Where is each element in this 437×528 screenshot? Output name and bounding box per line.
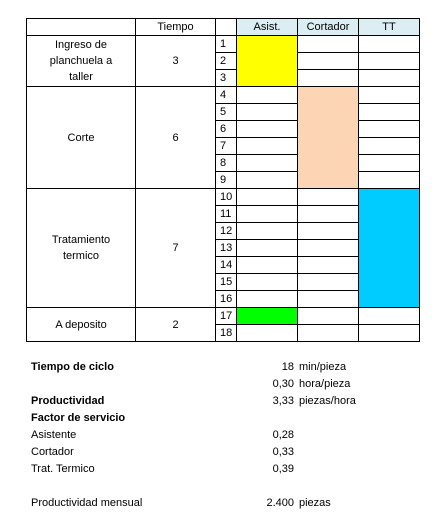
asist-cell (236, 324, 298, 342)
mensual-unit: piezas (299, 497, 331, 509)
step-number-15: 15 (215, 273, 237, 291)
asist-cell (236, 205, 298, 223)
stage-name-corte: Corte (26, 86, 136, 189)
tt-cell (358, 35, 420, 53)
step-number-17: 17 (215, 307, 237, 325)
step-number-1: 1 (215, 35, 237, 53)
tt-block (358, 188, 420, 308)
trat-value: 0,39 (272, 463, 294, 475)
cortador-value: 0,33 (272, 446, 294, 458)
asist-cell (236, 171, 298, 189)
cortador-cell (297, 273, 359, 291)
asist-cell (236, 120, 298, 138)
productividad-value: 3,33 (272, 395, 294, 407)
step-number-2: 2 (215, 52, 237, 70)
mensual-value: 2.400 (266, 497, 294, 509)
asistente-label: Asistente (31, 429, 77, 441)
tt-cell (358, 86, 420, 104)
header-empty-cell (26, 18, 136, 36)
stage-time-tratamiento: 7 (135, 188, 216, 308)
step-number-3: 3 (215, 69, 237, 87)
cortador-cell (297, 188, 359, 206)
header-cortador: Cortador (297, 18, 359, 36)
tt-cell (358, 137, 420, 155)
cortador-cell (297, 239, 359, 257)
step-number-4: 4 (215, 86, 237, 104)
mensual-label: Productividad mensual (31, 497, 143, 509)
asist-cell (236, 256, 298, 274)
cortador-cell (297, 256, 359, 274)
step-number-5: 5 (215, 103, 237, 121)
factor-label: Factor de servicio (31, 412, 126, 424)
stage-time-ingreso: 3 (135, 35, 216, 87)
stage-name-tratamiento: Tratamiento termico (26, 188, 136, 308)
cortador-cell (297, 69, 359, 87)
asist-cell (236, 290, 298, 308)
header-tiempo: Tiempo (135, 18, 216, 36)
stage-name-ingreso: Ingreso de planchuela a taller (26, 35, 136, 87)
ciclo-unit: min/pieza (299, 361, 347, 373)
asist-cell (236, 86, 298, 104)
header-tt: TT (358, 18, 420, 36)
cortador-cell (297, 307, 359, 325)
tt-cell (358, 171, 420, 189)
stage-time-corte: 6 (135, 86, 216, 189)
tt-cell (358, 307, 420, 325)
tt-cell (358, 103, 420, 121)
step-number-11: 11 (215, 205, 237, 223)
step-number-6: 6 (215, 120, 237, 138)
cortador-cell (297, 324, 359, 342)
asist-cell (236, 239, 298, 257)
asist-cell (236, 222, 298, 240)
asist-cell (236, 273, 298, 291)
trat-label: Trat. Termico (31, 463, 95, 475)
stage-time-deposito: 2 (135, 307, 216, 342)
hora-unit: hora/pieza (299, 378, 351, 390)
asist-cell (236, 103, 298, 121)
deposito-block (236, 307, 298, 325)
tt-cell (358, 324, 420, 342)
step-number-13: 13 (215, 239, 237, 257)
cortador-cell (297, 222, 359, 240)
asistente-block (236, 35, 298, 87)
step-number-9: 9 (215, 171, 237, 189)
tt-cell (358, 52, 420, 70)
tt-cell (358, 154, 420, 172)
asist-cell (236, 137, 298, 155)
ciclo-label: Tiempo de ciclo (31, 361, 114, 373)
tt-cell (358, 69, 420, 87)
step-number-14: 14 (215, 256, 237, 274)
header-step-cell (215, 18, 237, 36)
cortador-cell (297, 205, 359, 223)
step-number-18: 18 (215, 324, 237, 342)
cortador-cell (297, 290, 359, 308)
cortador-label: Cortador (31, 446, 74, 458)
step-number-10: 10 (215, 188, 237, 206)
productividad-label: Productividad (31, 395, 105, 407)
ciclo-value: 18 (281, 361, 294, 373)
cortador-cell (297, 35, 359, 53)
asist-cell (236, 188, 298, 206)
step-number-8: 8 (215, 154, 237, 172)
step-number-7: 7 (215, 137, 237, 155)
tt-cell (358, 120, 420, 138)
cortador-cell (297, 52, 359, 70)
header-asist: Asist. (236, 18, 298, 36)
cortador-block (297, 86, 359, 189)
stage-name-deposito: A deposito (26, 307, 136, 342)
asistente-value: 0,28 (272, 429, 294, 441)
asist-cell (236, 154, 298, 172)
step-number-16: 16 (215, 290, 237, 308)
step-number-12: 12 (215, 222, 237, 240)
productividad-unit: piezas/hora (299, 395, 356, 407)
hora-value: 0,30 (272, 378, 294, 390)
